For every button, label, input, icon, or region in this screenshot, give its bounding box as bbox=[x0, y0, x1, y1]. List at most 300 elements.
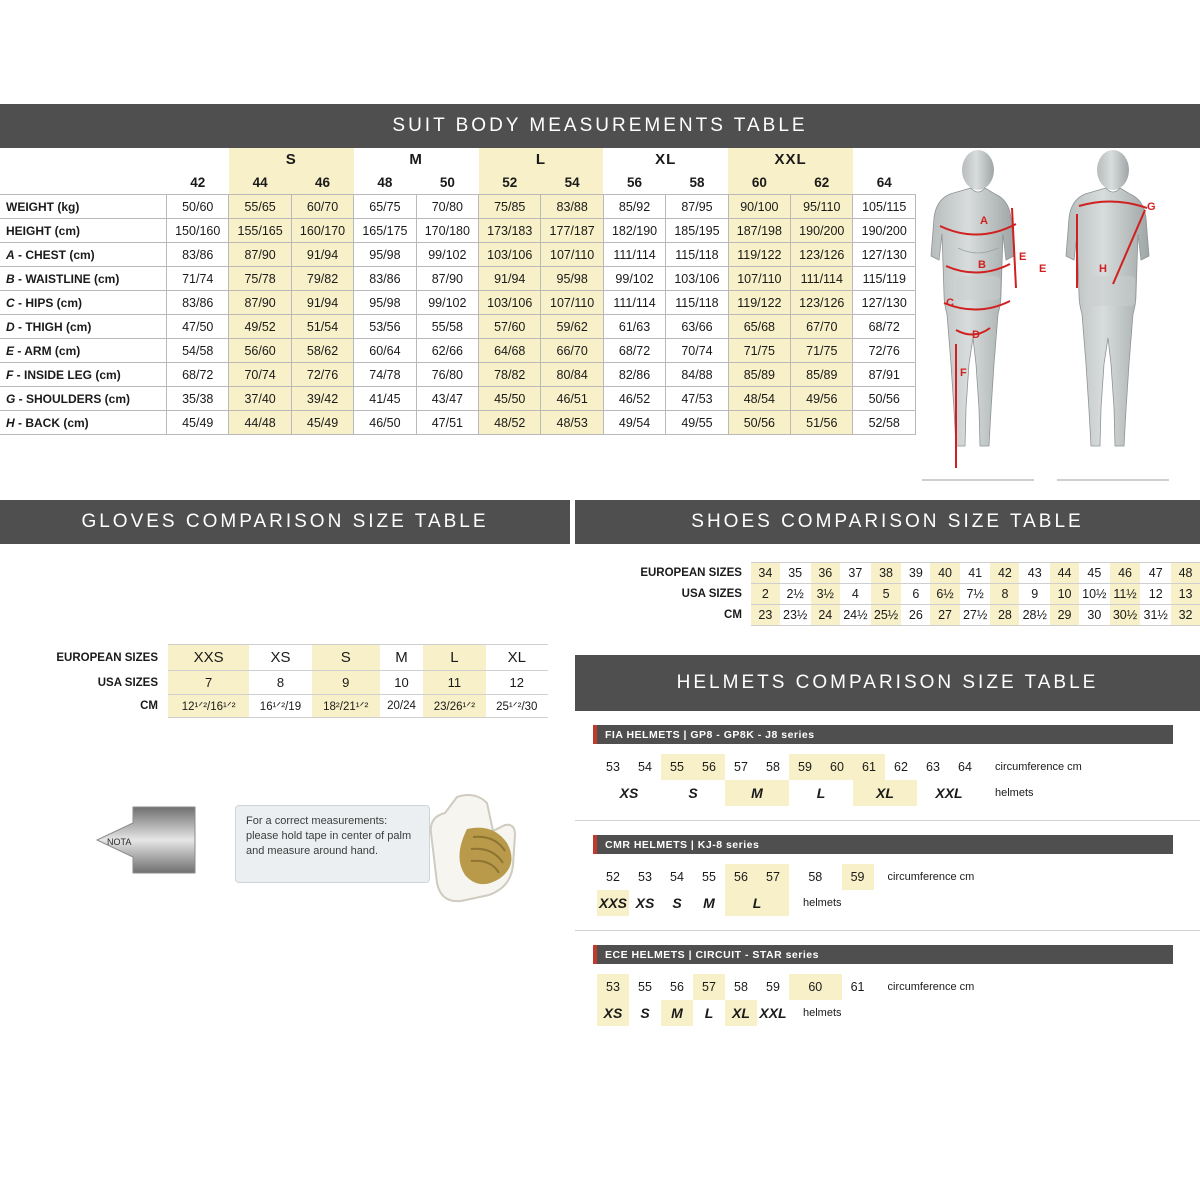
gloves-cell: 9 bbox=[312, 671, 380, 695]
gloves-row-label: EUROPEAN SIZES bbox=[56, 651, 158, 664]
helmet-size-cell: XXL bbox=[935, 785, 963, 801]
shoes-row-label: USA SIZES bbox=[681, 588, 742, 600]
suit-cell: 68/72 bbox=[167, 363, 229, 387]
table-row bbox=[0, 291, 916, 315]
gloves-cell: 12¹ᐟ²/16¹ᐟ² bbox=[168, 695, 249, 718]
suit-cell: 87/95 bbox=[666, 195, 728, 219]
suit-group-empty-end bbox=[853, 148, 916, 171]
helmet-circumference-cell: 61 bbox=[850, 980, 865, 994]
shoes-cell: 27½ bbox=[960, 605, 991, 626]
nota-text: For a correct measurements: please hold tape in center of palm and measure around hand. bbox=[235, 805, 430, 883]
table-row bbox=[0, 411, 916, 435]
gloves-row-label: CM bbox=[140, 700, 158, 712]
suit-cell: 87/91 bbox=[853, 363, 916, 387]
helmet-circumference-cell: 59 bbox=[789, 754, 821, 780]
suit-cell: 103/106 bbox=[479, 243, 541, 267]
shoes-cell: 24½ bbox=[840, 605, 871, 626]
svg-text:C: C bbox=[946, 297, 954, 309]
suit-cell: 57/60 bbox=[479, 315, 541, 339]
suit-cell: 62/66 bbox=[416, 339, 478, 363]
shoes-row-label: EUROPEAN SIZES bbox=[640, 567, 742, 579]
suit-size-number: 50 bbox=[416, 171, 478, 195]
suit-cell: 50/56 bbox=[853, 387, 916, 411]
suit-cell: 50/60 bbox=[167, 195, 229, 219]
suit-cell: 49/52 bbox=[229, 315, 291, 339]
suit-size-number: 54 bbox=[541, 171, 603, 195]
table-row bbox=[597, 754, 1082, 780]
suit-section-title: SUIT BODY MEASUREMENTS TABLE bbox=[392, 115, 808, 136]
shoes-cell: 44 bbox=[1050, 563, 1079, 584]
suit-cell: 115/118 bbox=[666, 291, 728, 315]
suit-row-label: C - HIPS (cm) bbox=[0, 291, 167, 315]
helmet-size-cell: L bbox=[816, 785, 826, 801]
helmet-circumference-cell: 56 bbox=[693, 754, 725, 780]
suit-cell: 47/53 bbox=[666, 387, 728, 411]
shoes-cell: 28½ bbox=[1019, 605, 1050, 626]
helmet-circumference-cell: 61 bbox=[853, 754, 885, 780]
helmet-circumference-cell: 62 bbox=[894, 760, 908, 774]
suit-cell: 91/94 bbox=[291, 243, 353, 267]
helmet-circumference-cell: 64 bbox=[958, 760, 972, 774]
suit-cell: 58/62 bbox=[291, 339, 353, 363]
helmet-circumference-cell: 53 bbox=[638, 870, 652, 884]
helmet-circumference-cell: 55 bbox=[638, 980, 652, 994]
helmet-circumference-cell: 56 bbox=[725, 864, 757, 890]
suit-size-group-XXL: XXL bbox=[728, 148, 853, 171]
suit-cell: 95/98 bbox=[541, 267, 603, 291]
shoes-cell: 43 bbox=[1019, 563, 1050, 584]
table-row bbox=[0, 339, 916, 363]
suit-cell: 95/110 bbox=[791, 195, 853, 219]
suit-cell: 85/89 bbox=[728, 363, 790, 387]
gloves-size-table bbox=[28, 644, 548, 718]
suit-stub bbox=[0, 148, 167, 171]
suit-size-number: 62 bbox=[791, 171, 853, 195]
gloves-cell: S bbox=[312, 645, 380, 671]
suit-cell: 48/53 bbox=[541, 411, 603, 435]
suit-cell: 150/160 bbox=[167, 219, 229, 243]
helmet-circumference-cell: 59 bbox=[766, 980, 780, 994]
suit-cell: 103/106 bbox=[666, 267, 728, 291]
table-row bbox=[0, 219, 916, 243]
suit-cell: 60/64 bbox=[354, 339, 416, 363]
mannequin-illustration bbox=[916, 148, 1200, 493]
helmet-size-cell: M bbox=[725, 780, 789, 806]
helmet-size-cell: XS bbox=[635, 895, 655, 911]
suit-size-number: 44 bbox=[229, 171, 291, 195]
helmet-circumference-cell: 60 bbox=[821, 754, 853, 780]
helmet-circumference-cell: 56 bbox=[670, 980, 684, 994]
helmet-circumference-cell: 58 bbox=[766, 760, 780, 774]
suit-cell: 51/54 bbox=[291, 315, 353, 339]
gloves-cell: 16¹ᐟ²/19 bbox=[249, 695, 311, 718]
suit-row-label: H - BACK (cm) bbox=[0, 411, 167, 435]
helmet-size-cell: XXL bbox=[759, 1005, 787, 1021]
mannequin-front bbox=[922, 150, 1034, 480]
shoes-cell: 30½ bbox=[1110, 605, 1141, 626]
table-row bbox=[0, 387, 916, 411]
shoes-cell: 28 bbox=[990, 605, 1019, 626]
suit-cell: 95/98 bbox=[354, 243, 416, 267]
suit-cell: 107/110 bbox=[541, 243, 603, 267]
shoes-cell: 6½ bbox=[930, 584, 960, 605]
gloves-cell: 8 bbox=[249, 671, 311, 695]
shoes-cell: 40 bbox=[930, 563, 960, 584]
shoes-cell: 36 bbox=[811, 563, 841, 584]
suit-cell: 71/74 bbox=[167, 267, 229, 291]
gloves-cell: 25¹ᐟ²/30 bbox=[486, 695, 548, 718]
table-row bbox=[28, 671, 548, 695]
shoes-cell: 31½ bbox=[1140, 605, 1171, 626]
helmet-circumference-cell: 59 bbox=[842, 864, 874, 890]
svg-text:E: E bbox=[1019, 251, 1027, 263]
helmet-size-note: helmets bbox=[803, 1007, 842, 1019]
mannequin-back bbox=[1039, 150, 1169, 480]
suit-cell: 87/90 bbox=[229, 291, 291, 315]
shoes-section-title: SHOES COMPARISON SIZE TABLE bbox=[691, 511, 1084, 532]
gloves-section-header bbox=[0, 500, 570, 544]
suit-cell: 53/56 bbox=[354, 315, 416, 339]
suit-row-label: G - SHOULDERS (cm) bbox=[0, 387, 167, 411]
helmet-circumference-note: circumference cm bbox=[887, 871, 975, 883]
helmet-size-cell: XL bbox=[725, 1000, 757, 1026]
suit-group-empty bbox=[167, 148, 229, 171]
helmet-group-divider bbox=[575, 930, 1200, 931]
suit-cell: 85/92 bbox=[603, 195, 665, 219]
suit-cell: 80/84 bbox=[541, 363, 603, 387]
suit-size-group-XL: XL bbox=[655, 151, 677, 168]
suit-cell: 67/70 bbox=[791, 315, 853, 339]
gloves-note bbox=[85, 795, 545, 905]
table-row bbox=[623, 605, 1200, 626]
suit-row-label: WEIGHT (kg) bbox=[0, 195, 167, 219]
suit-cell: 49/54 bbox=[603, 411, 665, 435]
suit-size-number: 58 bbox=[666, 171, 728, 195]
shoes-cell: 45 bbox=[1079, 563, 1110, 584]
shoes-cell: 41 bbox=[960, 563, 991, 584]
nota-label: NOTA bbox=[107, 837, 132, 847]
shoes-cell: 48 bbox=[1171, 563, 1200, 584]
helmet-group-header: FIA HELMETS | GP8 - GP8K - J8 series bbox=[593, 725, 1173, 744]
mannequin-svg bbox=[916, 148, 1200, 493]
suit-cell: 49/55 bbox=[666, 411, 728, 435]
gloves-row-label: USA SIZES bbox=[97, 676, 158, 689]
table-row bbox=[597, 974, 974, 1000]
helmet-circumference-cell: 57 bbox=[757, 864, 789, 890]
suit-cell: 99/102 bbox=[416, 291, 478, 315]
shoes-section-header bbox=[575, 500, 1200, 544]
suit-cell: 190/200 bbox=[791, 219, 853, 243]
shoes-row-label: CM bbox=[724, 609, 742, 621]
gloves-cell: XL bbox=[486, 645, 548, 671]
suit-cell: 187/198 bbox=[728, 219, 790, 243]
suit-cell: 48/52 bbox=[479, 411, 541, 435]
table-row bbox=[28, 695, 548, 718]
suit-cell: 61/63 bbox=[603, 315, 665, 339]
suit-cell: 83/88 bbox=[541, 195, 603, 219]
gloves-cell: XS bbox=[249, 645, 311, 671]
helmet-group-divider bbox=[575, 820, 1200, 821]
suit-cell: 87/90 bbox=[229, 243, 291, 267]
helmet-circumference-cell: 54 bbox=[638, 760, 652, 774]
helmet-size-table bbox=[597, 864, 974, 916]
suit-cell: 68/72 bbox=[603, 339, 665, 363]
table-row bbox=[623, 584, 1200, 605]
suit-cell: 47/50 bbox=[167, 315, 229, 339]
shoes-cell: 42 bbox=[990, 563, 1019, 584]
suit-cell: 37/40 bbox=[229, 387, 291, 411]
suit-cell: 56/60 bbox=[229, 339, 291, 363]
suit-cell: 70/80 bbox=[416, 195, 478, 219]
svg-text:F: F bbox=[960, 367, 967, 379]
suit-cell: 70/74 bbox=[229, 363, 291, 387]
helmet-circumference-cell: 57 bbox=[693, 974, 725, 1000]
helmet-size-cell: M bbox=[661, 1000, 693, 1026]
helmets-section-body bbox=[575, 711, 1200, 1200]
nota-arrow-icon bbox=[85, 795, 225, 887]
suit-cell: 44/48 bbox=[229, 411, 291, 435]
table-row bbox=[0, 363, 916, 387]
suit-cell: 90/100 bbox=[728, 195, 790, 219]
gloves-cell: 20/24 bbox=[380, 695, 423, 718]
suit-cell: 87/90 bbox=[416, 267, 478, 291]
gloves-cell: 11 bbox=[423, 671, 485, 695]
suit-cell: 127/130 bbox=[853, 291, 916, 315]
suit-cell: 68/72 bbox=[853, 315, 916, 339]
suit-cell: 91/94 bbox=[291, 291, 353, 315]
suit-row-label: E - ARM (cm) bbox=[0, 339, 167, 363]
helmet-size-cell: S bbox=[640, 1005, 650, 1021]
suit-cell: 65/68 bbox=[728, 315, 790, 339]
suit-cell: 65/75 bbox=[354, 195, 416, 219]
suit-cell: 111/114 bbox=[791, 267, 853, 291]
helmet-circumference-cell: 53 bbox=[597, 974, 629, 1000]
helmet-size-cell: XS bbox=[597, 1000, 629, 1026]
shoes-cell: 2½ bbox=[780, 584, 811, 605]
suit-cell: 83/86 bbox=[167, 291, 229, 315]
helmet-circumference-note: circumference cm bbox=[995, 761, 1082, 773]
suit-row-label: D - THIGH (cm) bbox=[0, 315, 167, 339]
shoes-cell: 6 bbox=[901, 584, 930, 605]
suit-cell: 72/76 bbox=[853, 339, 916, 363]
helmet-group-header: CMR HELMETS | KJ-8 series bbox=[593, 835, 1173, 854]
helmet-size-cell: XXS bbox=[597, 890, 629, 916]
shoes-cell: 3½ bbox=[811, 584, 841, 605]
shoes-cell: 23 bbox=[751, 605, 780, 626]
suit-cell: 105/115 bbox=[853, 195, 916, 219]
helmets-section-header bbox=[575, 655, 1200, 711]
gloves-cell: 23/26¹ᐟ² bbox=[423, 695, 485, 718]
table-row bbox=[597, 864, 974, 890]
svg-text:H: H bbox=[1099, 263, 1107, 275]
suit-cell: 123/126 bbox=[791, 291, 853, 315]
shoes-cell: 4 bbox=[840, 584, 871, 605]
suit-cell: 66/70 bbox=[541, 339, 603, 363]
table-row bbox=[0, 195, 916, 219]
suit-row-label: HEIGHT (cm) bbox=[0, 219, 167, 243]
suit-cell: 43/47 bbox=[416, 387, 478, 411]
suit-cell: 79/82 bbox=[291, 267, 353, 291]
shoes-cell: 32 bbox=[1171, 605, 1200, 626]
shoes-cell: 12 bbox=[1140, 584, 1171, 605]
suit-cell: 82/86 bbox=[603, 363, 665, 387]
suit-cell: 39/42 bbox=[291, 387, 353, 411]
suit-size-group-M: M bbox=[409, 151, 423, 168]
suit-cell: 107/110 bbox=[728, 267, 790, 291]
shoes-cell: 5 bbox=[871, 584, 902, 605]
shoes-cell: 9 bbox=[1019, 584, 1050, 605]
gloves-cell: M bbox=[380, 645, 423, 671]
suit-cell: 95/98 bbox=[354, 291, 416, 315]
helmet-circumference-cell: 54 bbox=[670, 870, 684, 884]
suit-cell: 83/86 bbox=[167, 243, 229, 267]
shoes-cell: 8 bbox=[990, 584, 1019, 605]
helmet-size-table bbox=[597, 974, 974, 1026]
helmet-circumference-cell: 60 bbox=[789, 974, 842, 1000]
suit-table-wrapper bbox=[0, 148, 916, 488]
suit-cell: 72/76 bbox=[291, 363, 353, 387]
helmet-size-cell: XL bbox=[853, 780, 917, 806]
helmet-size-cell: S bbox=[672, 895, 682, 911]
suit-cell: 111/114 bbox=[603, 291, 665, 315]
helmet-circumference-cell: 53 bbox=[606, 760, 620, 774]
helmet-circumference-cell: 57 bbox=[734, 760, 748, 774]
suit-cell: 78/82 bbox=[479, 363, 541, 387]
suit-cell: 54/58 bbox=[167, 339, 229, 363]
helmet-circumference-cell: 58 bbox=[734, 980, 748, 994]
suit-cell: 155/165 bbox=[229, 219, 291, 243]
shoes-cell: 38 bbox=[871, 563, 902, 584]
suit-cell: 46/52 bbox=[603, 387, 665, 411]
table-row bbox=[597, 890, 974, 916]
suit-cell: 75/85 bbox=[479, 195, 541, 219]
suit-stub bbox=[0, 171, 167, 195]
suit-cell: 50/56 bbox=[728, 411, 790, 435]
shoes-cell: 35 bbox=[780, 563, 811, 584]
helmet-group-header: ECE HELMETS | CIRCUIT - STAR series bbox=[593, 945, 1173, 964]
shoes-cell: 10 bbox=[1050, 584, 1079, 605]
gloves-section-title: GLOVES COMPARISON SIZE TABLE bbox=[81, 511, 489, 532]
suit-cell: 119/122 bbox=[728, 243, 790, 267]
suit-cell: 35/38 bbox=[167, 387, 229, 411]
table-row bbox=[623, 563, 1200, 584]
suit-size-number: 56 bbox=[603, 171, 665, 195]
suit-cell: 190/200 bbox=[853, 219, 916, 243]
suit-cell: 49/56 bbox=[791, 387, 853, 411]
shoes-cell: 7½ bbox=[960, 584, 991, 605]
suit-cell: 45/49 bbox=[167, 411, 229, 435]
shoes-cell: 24 bbox=[811, 605, 841, 626]
suit-cell: 52/58 bbox=[853, 411, 916, 435]
suit-size-number: 48 bbox=[354, 171, 416, 195]
table-row bbox=[28, 645, 548, 671]
suit-cell: 185/195 bbox=[666, 219, 728, 243]
svg-text:G: G bbox=[1147, 201, 1156, 213]
suit-cell: 91/94 bbox=[479, 267, 541, 291]
suit-section-header bbox=[0, 104, 1200, 148]
suit-cell: 74/78 bbox=[354, 363, 416, 387]
suit-cell: 111/114 bbox=[603, 243, 665, 267]
helmet-size-cell: L bbox=[725, 890, 789, 916]
suit-cell: 59/62 bbox=[541, 315, 603, 339]
suit-size-number: 60 bbox=[728, 171, 790, 195]
table-row bbox=[597, 780, 1082, 806]
suit-cell: 45/49 bbox=[291, 411, 353, 435]
helmet-size-cell: S bbox=[688, 785, 698, 801]
gloves-cell: 12 bbox=[486, 671, 548, 695]
shoes-cell: 39 bbox=[901, 563, 930, 584]
suit-cell: 64/68 bbox=[479, 339, 541, 363]
gloves-cell: XXS bbox=[168, 645, 249, 671]
shoes-cell: 26 bbox=[901, 605, 930, 626]
suit-cell: 48/54 bbox=[728, 387, 790, 411]
shoes-size-table bbox=[623, 562, 1200, 626]
table-row bbox=[0, 243, 916, 267]
suit-row-label: A - CHEST (cm) bbox=[0, 243, 167, 267]
svg-text:A: A bbox=[980, 215, 988, 227]
suit-size-number-row bbox=[0, 171, 916, 195]
helmets-section-title: HELMETS COMPARISON SIZE TABLE bbox=[676, 672, 1099, 693]
svg-text:E: E bbox=[1039, 263, 1047, 275]
suit-cell: 63/66 bbox=[666, 315, 728, 339]
helmet-circumference-cell: 55 bbox=[661, 754, 693, 780]
suit-size-number: 52 bbox=[479, 171, 541, 195]
suit-cell: 85/89 bbox=[791, 363, 853, 387]
helmet-size-cell: L bbox=[704, 1005, 714, 1021]
shoes-cell: 23½ bbox=[780, 605, 811, 626]
shoes-cell: 29 bbox=[1050, 605, 1079, 626]
shoes-cell: 13 bbox=[1171, 584, 1200, 605]
gloves-cell: L bbox=[423, 645, 485, 671]
gloves-cell: 18²/21¹ᐟ² bbox=[312, 695, 380, 718]
svg-text:D: D bbox=[972, 329, 980, 341]
suit-cell: 103/106 bbox=[479, 291, 541, 315]
suit-cell: 84/88 bbox=[666, 363, 728, 387]
suit-size-number: 42 bbox=[167, 171, 229, 195]
suit-cell: 107/110 bbox=[541, 291, 603, 315]
helmet-circumference-cell: 58 bbox=[808, 870, 823, 884]
suit-cell: 55/65 bbox=[229, 195, 291, 219]
suit-cell: 51/56 bbox=[791, 411, 853, 435]
suit-cell: 99/102 bbox=[603, 267, 665, 291]
helmet-size-cell: M bbox=[703, 895, 715, 911]
svg-text:B: B bbox=[978, 259, 986, 271]
shoes-section-body bbox=[575, 544, 1200, 654]
suit-cell: 41/45 bbox=[354, 387, 416, 411]
suit-row-label: F - INSIDE LEG (cm) bbox=[0, 363, 167, 387]
suit-cell: 83/86 bbox=[354, 267, 416, 291]
shoes-cell: 37 bbox=[840, 563, 871, 584]
shoes-cell: 10½ bbox=[1079, 584, 1110, 605]
suit-cell: 119/122 bbox=[728, 291, 790, 315]
suit-cell: 182/190 bbox=[603, 219, 665, 243]
suit-cell: 45/50 bbox=[479, 387, 541, 411]
shoes-cell: 46 bbox=[1110, 563, 1141, 584]
suit-cell: 165/175 bbox=[354, 219, 416, 243]
suit-cell: 170/180 bbox=[416, 219, 478, 243]
suit-cell: 115/119 bbox=[853, 267, 916, 291]
table-row bbox=[0, 267, 916, 291]
helmet-circumference-note: circumference cm bbox=[887, 981, 975, 993]
suit-cell: 115/118 bbox=[666, 243, 728, 267]
suit-cell: 71/75 bbox=[728, 339, 790, 363]
shoes-cell: 25½ bbox=[871, 605, 902, 626]
suit-row-label: B - WAISTLINE (cm) bbox=[0, 267, 167, 291]
suit-cell: 71/75 bbox=[791, 339, 853, 363]
suit-size-group-row bbox=[0, 148, 916, 171]
helmet-size-table bbox=[597, 754, 1082, 806]
table-row bbox=[597, 1000, 974, 1026]
